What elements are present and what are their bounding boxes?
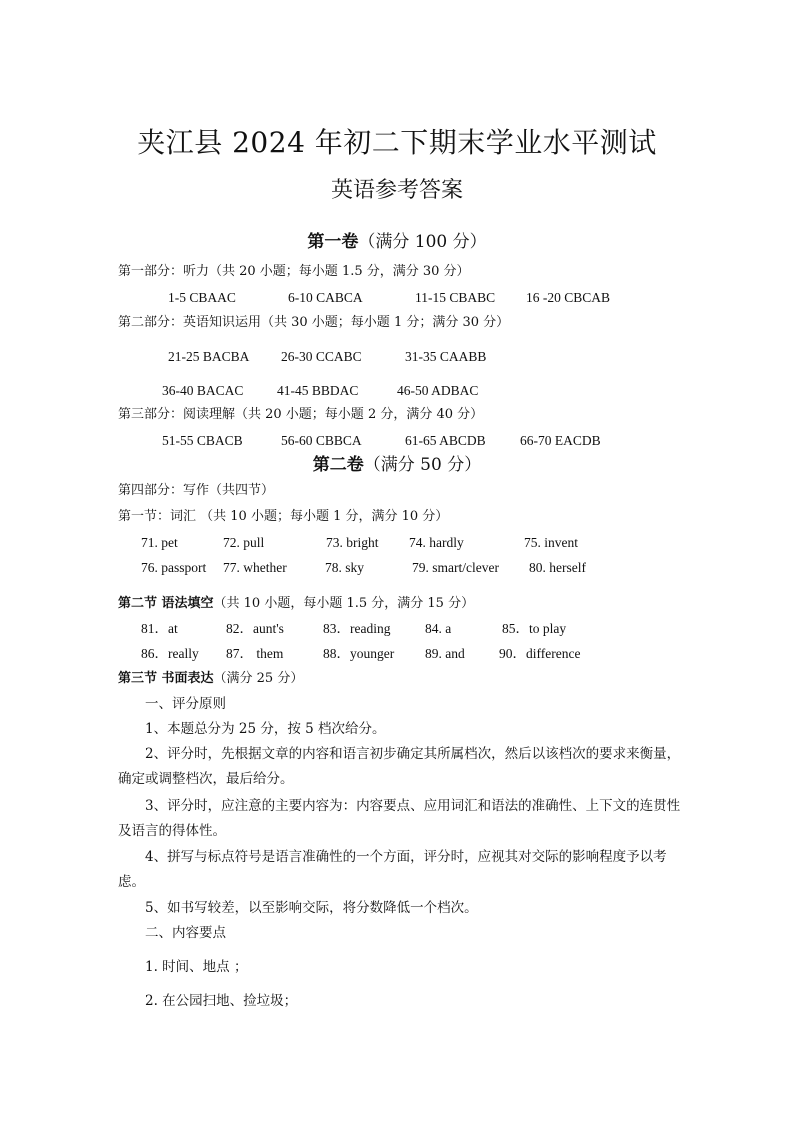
volume-1-label: 第一卷: [307, 232, 359, 252]
answer-item: 84. a: [425, 621, 452, 636]
volume-1-heading: [0, 229, 794, 255]
answer-group: 16 -20 CBCAB: [526, 290, 611, 305]
answer-item: 89. and: [425, 646, 465, 661]
answer-item: 73. bright: [326, 535, 379, 550]
answer-item: 78. sky: [325, 560, 365, 575]
volume-2-note: （满分 50 分）: [363, 455, 482, 475]
section-3-heading: [118, 669, 303, 689]
volume-2-heading: [0, 452, 794, 478]
answer-item: 77. whether: [223, 560, 287, 575]
answer-group: 56-60 CBBCA: [281, 433, 362, 448]
answer-group: 11-15 CBABC: [415, 290, 496, 305]
section-1-heading: 第一节：词汇 （共 10 小题；每小题 1 分，满分 10 分）: [118, 509, 449, 524]
answer-item: 82．aunt's: [226, 621, 284, 636]
points-title: 二、内容要点: [145, 925, 226, 941]
answer-item: 86．really: [141, 646, 199, 661]
answer-group: 46-50 ADBAC: [397, 383, 479, 398]
answer-item: 87． them: [226, 646, 284, 661]
answer-item: 71. pet: [141, 535, 178, 550]
rule-paragraph: 4、拼写与标点符号是语言准确性的一个方面，评分时，应视其对交际的影响程度予以考虑。: [118, 849, 667, 890]
page-title: 夹江县 2024 年初二下期末学业水平测试: [137, 126, 657, 159]
answer-item: 88．younger: [323, 646, 395, 661]
answer-item: 90．difference: [499, 646, 581, 661]
part-3-heading: 第三部分：阅读理解（共 20 小题；每小题 2 分，满分 40 分）: [118, 407, 484, 422]
part-1-heading: 第一部分：听力（共 20 小题；每小题 1.5 分，满分 30 分）: [118, 264, 470, 279]
answer-item: 74. hardly: [409, 535, 464, 550]
rule-paragraph: 1、本题总分为 25 分，按 5 档次给分。: [145, 721, 386, 737]
rule-paragraph: 2、评分时，先根据文章的内容和语言初步确定其所属档次，然后以该档次的要求来衡量，确定或调整档次，最后给分。: [118, 746, 681, 787]
rule-paragraph: 3、评分时，应注意的主要内容为：内容要点、应用词汇和语法的准确性、上下文的连贯性及语言的得体性。: [118, 798, 681, 839]
answer-group: 51-55 CBACB: [162, 433, 243, 448]
answer-item: 81．at: [141, 621, 178, 636]
section-2-title: 第二节 语法填空: [118, 596, 214, 611]
criteria-title: 一、评分原则: [145, 696, 226, 712]
answer-group: 36-40 BACAC: [162, 383, 244, 398]
content-point: 1. 时间、地点 ；: [145, 959, 248, 975]
content-point: 2. 在公园扫地、捡垃圾；: [145, 993, 298, 1009]
page-subtitle: 英语参考答案: [330, 178, 463, 203]
answer-item: 80. herself: [529, 560, 586, 575]
section-3-note: （满分 25 分）: [213, 671, 304, 686]
answer-item: 83．reading: [323, 621, 391, 636]
answer-item: 72. pull: [223, 535, 265, 550]
section-2-heading: [118, 594, 474, 614]
answer-item: 76. passport: [141, 560, 207, 575]
answer-group: 66-70 EACDB: [520, 433, 601, 448]
answer-group: 6-10 CABCA: [288, 290, 363, 305]
volume-1-note: （满分 100 分）: [358, 232, 487, 252]
answer-group: 21-25 BACBA: [168, 349, 250, 364]
volume-2-label: 第二卷: [312, 455, 364, 475]
section-3-title: 第三节 书面表达: [118, 671, 214, 686]
answer-item: 85．to play: [502, 621, 567, 636]
answer-group: 41-45 BBDAC: [277, 383, 359, 398]
answer-group: 26-30 CCABC: [281, 349, 362, 364]
part-2-heading: 第二部分：英语知识运用（共 30 小题；每小题 1 分；满分 30 分）: [118, 315, 510, 330]
answer-group: 31-35 CAABB: [405, 349, 487, 364]
section-2-note: （共 10 小题，每小题 1.5 分，满分 15 分）: [213, 596, 475, 611]
answer-group: 1-5 CBAAC: [168, 290, 236, 305]
answer-group: 61-65 ABCDB: [405, 433, 486, 448]
answer-item: 79. smart/clever: [412, 560, 499, 575]
part-4-heading: 第四部分：写作（共四节）: [118, 483, 275, 498]
answer-item: 75. invent: [524, 535, 578, 550]
rule-paragraph: 5、如书写较差，以至影响交际，将分数降低一个档次。: [145, 900, 478, 916]
